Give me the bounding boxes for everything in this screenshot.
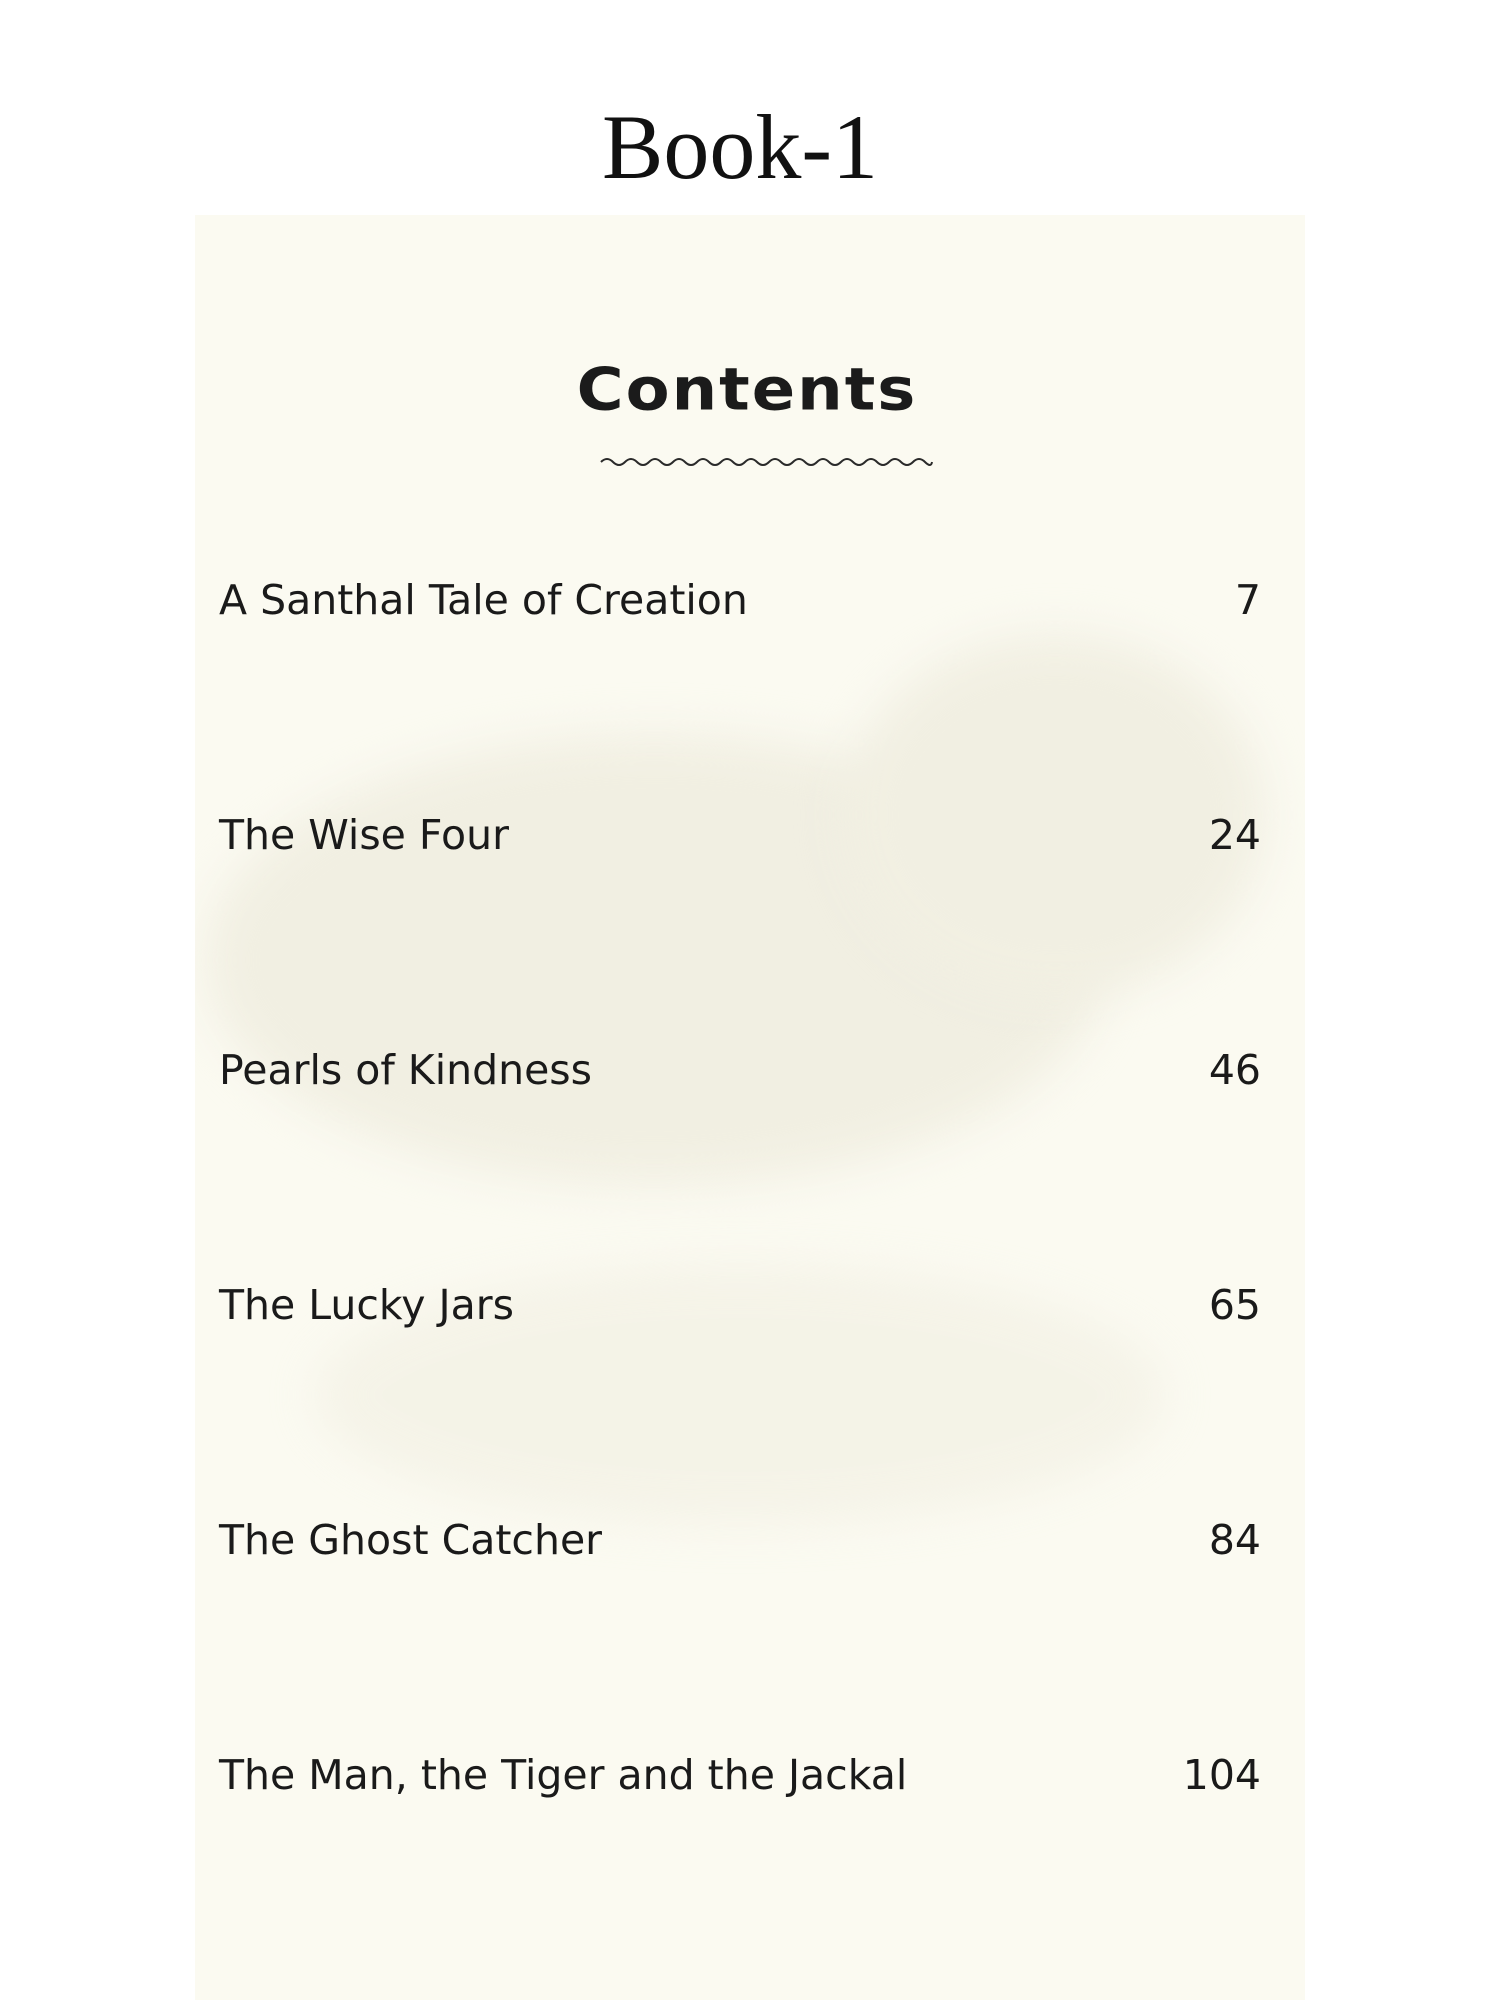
toc-entry-title: The Wise Four <box>219 811 509 859</box>
toc-entry-title: The Lucky Jars <box>219 1281 514 1329</box>
toc-entry-page-number: 84 <box>1208 1516 1261 1564</box>
toc-entry-title: The Ghost Catcher <box>219 1516 603 1564</box>
toc-entry-page-number: 46 <box>1208 1046 1261 1094</box>
toc-entry[interactable] <box>219 1040 1261 1100</box>
contents-heading: Contents <box>576 355 918 425</box>
toc-entry-page-number: 7 <box>1234 576 1261 624</box>
toc-entry[interactable] <box>219 570 1261 630</box>
toc-entry-title: Pearls of Kindness <box>219 1046 593 1094</box>
toc-entry-title: The Man, the Tiger and the Jackal <box>219 1751 908 1799</box>
toc-entry-title: A Santhal Tale of Creation <box>219 576 748 624</box>
toc-entry-page-number: 24 <box>1208 811 1261 859</box>
book-title: Book-1 <box>602 96 878 198</box>
toc-entry[interactable] <box>219 805 1261 865</box>
heading-squiggle-divider <box>599 454 934 470</box>
toc-entry-page-number: 104 <box>1182 1751 1261 1799</box>
toc-entry[interactable] <box>219 1745 1261 1805</box>
toc-entry[interactable] <box>219 1275 1261 1335</box>
toc-entry[interactable] <box>219 1510 1261 1570</box>
toc-entry-page-number: 65 <box>1208 1281 1261 1329</box>
contents-page <box>195 215 1305 2000</box>
